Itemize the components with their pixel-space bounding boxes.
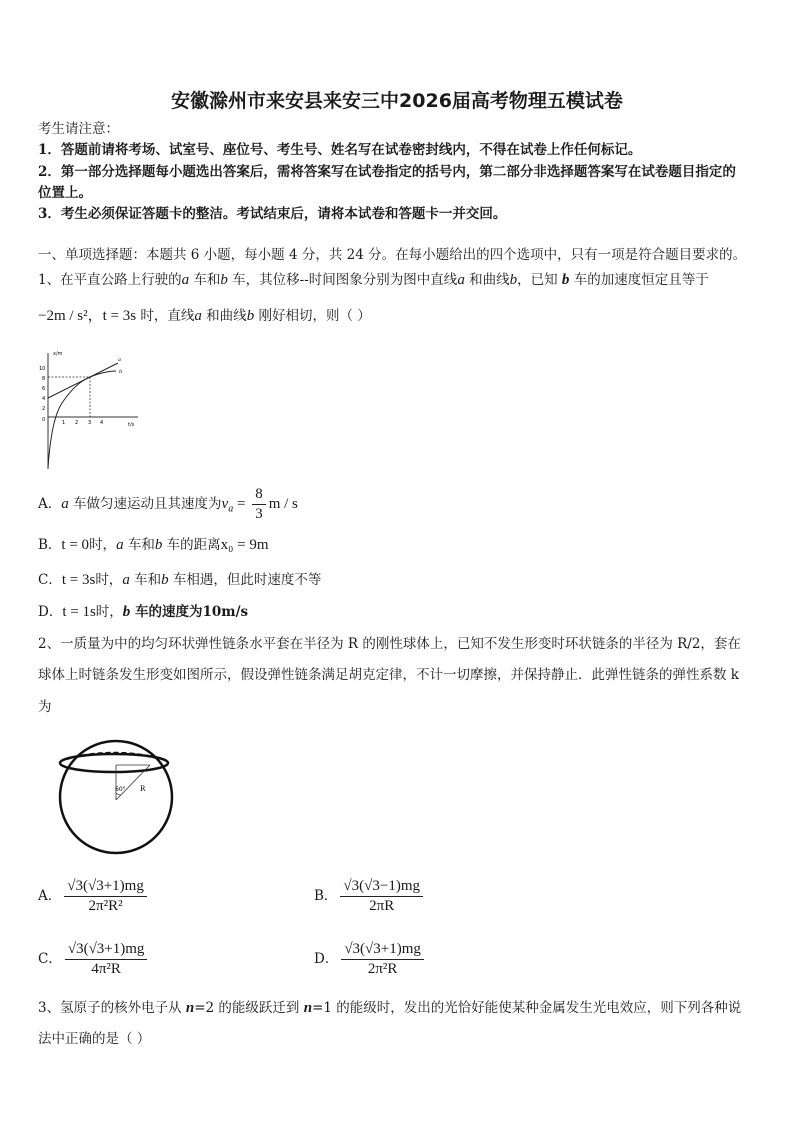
y-tick-6: 6 [42, 386, 46, 392]
q2-sphere-figure [58, 725, 176, 857]
q2-option-d[interactable]: D． $\frac{√3(√3+1)mg}{\text{2π²R}}$ [314, 939, 427, 979]
notice-item-3: 3．考生必须保证答题卡的整洁。考试结束后，请将本试卷和答题卡一并交回。 [38, 206, 507, 222]
q3-stem-line1: 3、氢原子的核外电子从 n=2 的能级跃迁到 n=1 的能级时，发出的光恰好能使某种金属发生光电效应，则下列各种说 [38, 1000, 742, 1016]
notice-heading: 考生请注意： [38, 121, 119, 137]
q1-option-c[interactable]: C．t = 3s时，a 车和b 车相遇，但此时速度不等 [38, 572, 322, 588]
q2-option-c[interactable]: C． $\frac{√3(√3+1)mg}{\text{4π²R}}$ [38, 939, 150, 979]
q2-stem-line2: 球体上时链条发生形变如图所示，假设弹性链条满足胡克定律，不计一切摩擦，并保持静止．此弹性链条的弹性系数 k [38, 667, 739, 683]
y-tick-8: 8 [42, 376, 46, 382]
angle-arc [116, 793, 121, 795]
x-tick-2: 2 [75, 420, 79, 426]
curve-b [48, 371, 116, 468]
q1-xt-graph [38, 343, 148, 473]
q2-option-b[interactable]: B． $\frac{√3(√3-1)mg}{2\pi R}$ [314, 876, 426, 916]
x-tick-3: 3 [88, 420, 92, 426]
x-tick-4: 4 [100, 420, 104, 426]
origin-label: 0 [42, 417, 46, 423]
y-tick-2: 2 [42, 406, 46, 412]
label-b: b [119, 369, 123, 375]
q1-option-a[interactable]: A．a 车做匀速运动且其速度为$v_a$ = $\frac{8}{3}$ m / s [38, 486, 298, 522]
notice-item-2: 2．第一部分选择题每小题选出答案后，需将答案写在试卷指定的括号内，第二部分非选择题答案写在试卷题目指定的 [38, 164, 736, 180]
section-heading: 一、单项选择题：本题共 6 小题，每小题 4 分，共 24 分。在每小题给出的四个选项中，只有一项是符合题目要求的。 [38, 247, 747, 263]
q1-stem-line2: −2m / s²，t = 3s 时，直线a 和曲线b 刚好相切，则（ ） [38, 308, 371, 324]
x-axis-label: t/s [128, 422, 135, 428]
radius-label: R [140, 785, 146, 793]
x-tick-1: 1 [62, 420, 66, 426]
q2-stem-line3: 为 [38, 699, 52, 715]
y-tick-10: 10 [39, 366, 46, 372]
label-a: a [118, 357, 121, 363]
notice-item-2-cont: 位置上。 [38, 185, 92, 201]
q1-stem-line1: 1、在平直公路上行驶的a 车和b 车，其位移--时间图象分别为图中直线a 和曲线b，已知 b 车的加速度恒定且等于 [38, 272, 709, 288]
y-axis-label: x/m [53, 351, 63, 357]
notice-item-1: 1．答题前请将考场、试室号、座位号、考生号、姓名写在试卷密封线内，不得在试卷上作任何标记。 [38, 142, 642, 158]
q3-stem-line2: 法中正确的是（ ） [38, 1031, 151, 1047]
q2-stem-line1: 2、一质量为中的均匀环状弹性链条水平套在半径为 R 的刚性球体上，已知不发生形变时环状链条的半径为 R/2，套在 [38, 636, 741, 652]
q2-option-a[interactable]: A． $\frac{√3(√3+1)mg}{\text{2π²R²}}$ [38, 876, 150, 916]
page-title: 安徽滁州市来安县来安三中2026届高考物理五模试卷 [171, 90, 623, 112]
y-tick-4: 4 [42, 396, 46, 402]
q1-option-d[interactable]: D．t = 1s时，b 车的速度为10m/s [38, 604, 249, 620]
angle-label: 60° [115, 786, 126, 793]
q1-option-b[interactable]: B．t = 0时，a 车和b 车的距离x₀ = 9m [38, 537, 269, 553]
